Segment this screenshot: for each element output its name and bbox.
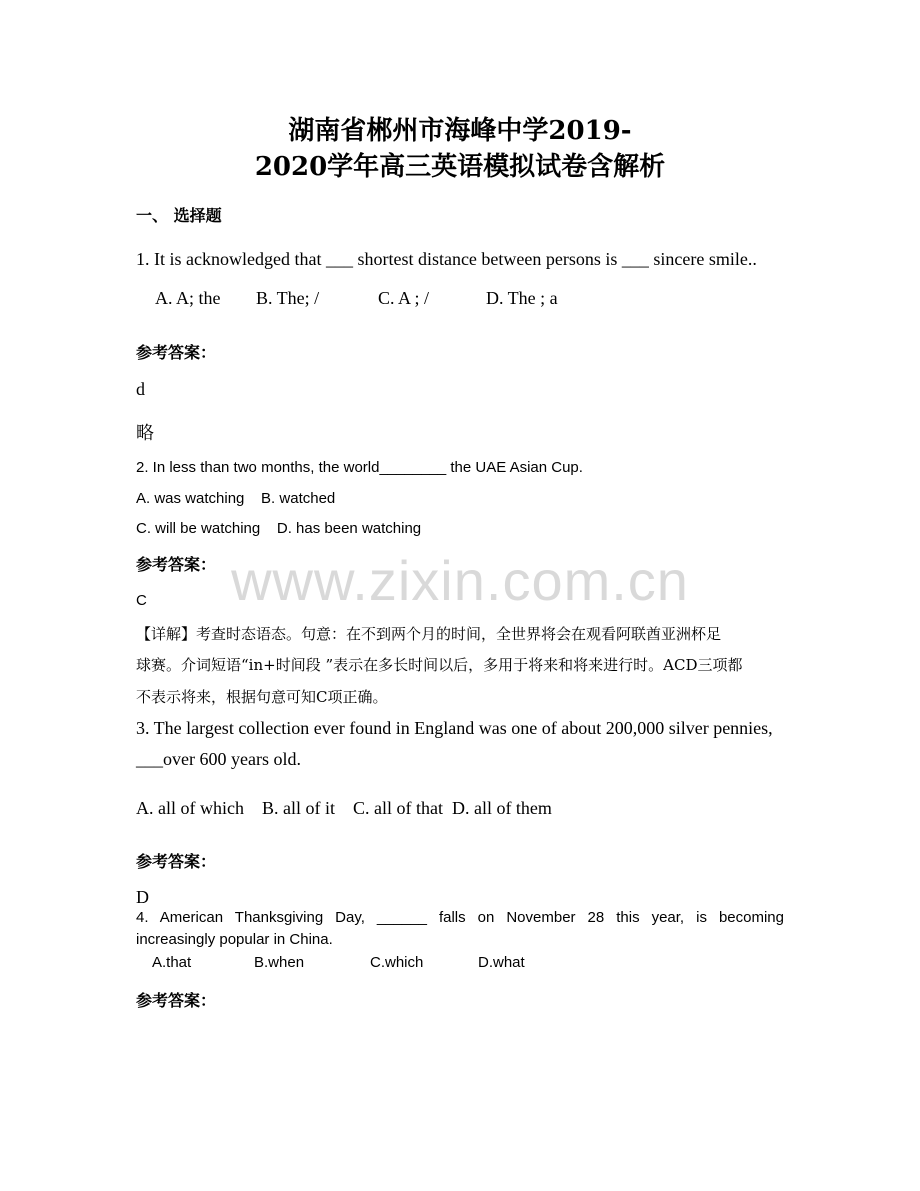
q1-option-b: B. The; /	[256, 288, 320, 308]
q4-option-d: D.what	[478, 954, 525, 971]
q4-text-line-2: increasingly popular in China.	[136, 931, 333, 948]
q4-option-b: B.when	[254, 954, 305, 971]
q4-option-c: C.which	[370, 954, 424, 971]
watermark: www.zixin.com.cn	[231, 549, 689, 612]
q2-answer: C	[136, 592, 147, 609]
q1-answer-heading: 参考答案：	[136, 343, 217, 362]
q3-answer-heading: 参考答案：	[136, 852, 217, 871]
q4-answer-heading: 参考答案：	[136, 991, 217, 1010]
q2-explanation-line-2: 球赛。介词短语“in+时间段 ”表示在多长时间以后，多用于将来和将来进行时。ACD三项都	[136, 656, 743, 674]
q3-text-line-2: ___over 600 years old.	[136, 749, 301, 769]
q2-text: 2. In less than two months, the world________ the UAE Asian Cup.	[136, 459, 583, 476]
q1-text: 1. It is acknowledged that ___ shortest distance between persons is ___ sincere smile..	[136, 249, 757, 269]
q1-option-a: A. A; the	[155, 288, 221, 308]
q1-option-d: D. The ; a	[486, 288, 558, 308]
title-line-2: 2020学年高三英语模拟试卷含解析	[254, 152, 666, 182]
section-heading: 一、 选择题	[136, 206, 222, 225]
q3-answer: D	[136, 887, 149, 907]
q2-explanation-line-1: 【详解】考查时态语态。句意：在不到两个月的时间，全世界将会在观看阿联酋亚洲杯足	[136, 625, 722, 643]
q1-explanation: 略	[136, 423, 154, 443]
q3-text-line-1: 3. The largest collection ever found in England was one of about 200,000 silver pennies,	[136, 718, 773, 738]
q2-explanation-line-3: 不表示将来，根据句意可知C项正确。	[136, 688, 388, 706]
q1-option-c: C. A ; /	[378, 288, 430, 308]
q4-option-a: A.that	[152, 954, 192, 971]
q3-options: A. all of which B. all of it C. all of that D. all of them	[136, 798, 552, 818]
q2-answer-heading: 参考答案：	[136, 555, 217, 574]
q2-options-line-1: A. was watching B. watched	[136, 490, 336, 507]
title-line-1: 湖南省郴州市海峰中学2019-	[288, 116, 632, 146]
q1-answer: d	[136, 379, 145, 399]
q4-text-line-1: 4. American Thanksgiving Day, ______ falls on November 28 this year, is becoming	[136, 909, 784, 926]
q2-options-line-2: C. will be watching D. has been watching	[136, 520, 422, 537]
